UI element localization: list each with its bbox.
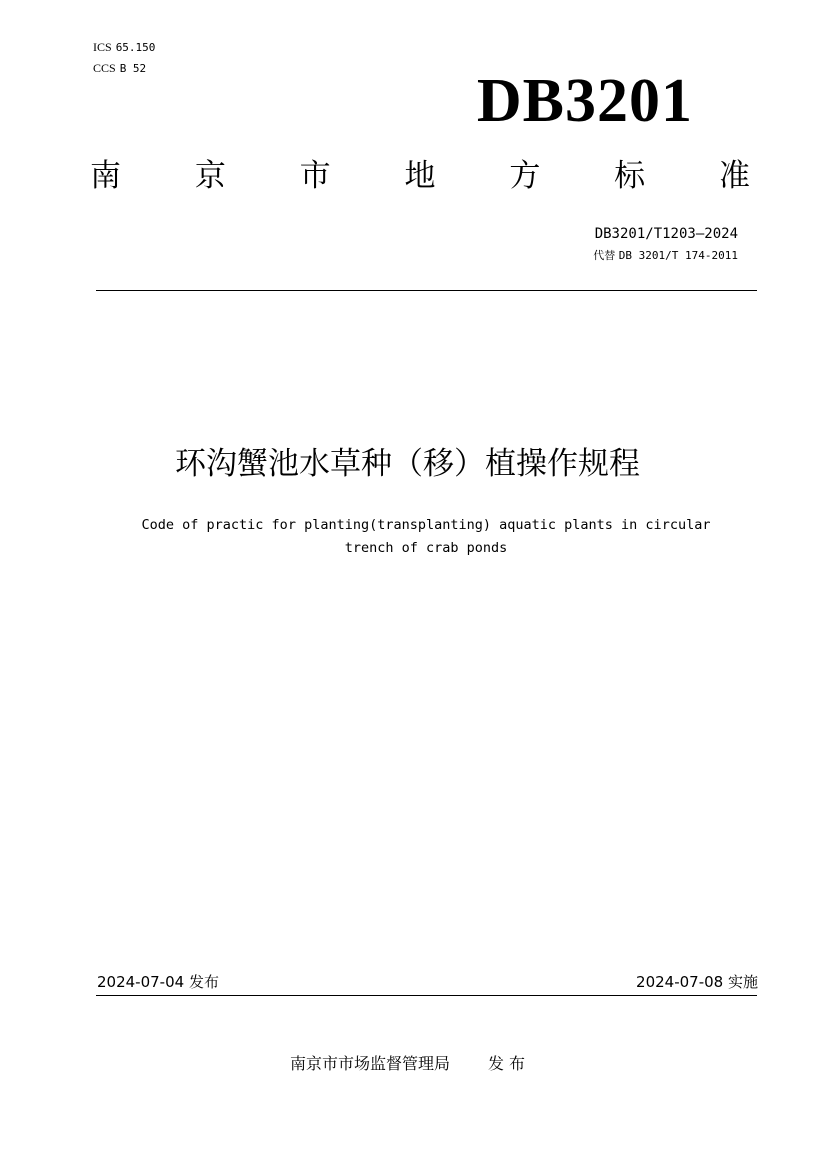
standard-type	[90, 156, 750, 196]
replaces-label: 代替	[593, 249, 616, 262]
publisher	[0, 1053, 815, 1075]
standard-type-char: 准	[718, 158, 750, 194]
standard-number: DB3201/T1203—2024	[594, 226, 738, 242]
implement-date: 2024-07-08 实施	[636, 973, 758, 991]
ccs-label: CCS	[93, 61, 116, 75]
standard-type-char: 京	[194, 158, 226, 194]
standard-type-char: 方	[509, 158, 541, 194]
title-chinese: 环沟蟹池水草种（移）植操作规程	[175, 446, 640, 482]
title-english-line: trench of crab ponds	[344, 540, 508, 556]
title-english	[90, 514, 762, 560]
ccs-line	[93, 61, 146, 76]
ics-label: ICS	[93, 40, 112, 54]
publisher-action: 发 布	[487, 1054, 526, 1073]
issue-date: 2024-07-04 发布	[97, 973, 219, 991]
standard-type-char: 标	[614, 158, 646, 194]
title-english-line: Code of practic for planting(transplanting) aquatic plants in circular	[141, 517, 711, 533]
replaces-code: DB 3201/T 174-2011	[618, 249, 738, 262]
replaces-line	[593, 249, 738, 263]
ics-code: 65.150	[115, 41, 156, 54]
footer-divider	[96, 995, 757, 996]
standard-type-char: 南	[90, 158, 121, 194]
standard-type-char: 地	[404, 158, 436, 194]
ccs-code: B 52	[119, 62, 147, 75]
standard-code-logo: DB3201	[476, 67, 693, 135]
header-divider	[96, 290, 757, 291]
ics-line	[93, 40, 155, 55]
standard-type-char: 市	[299, 158, 331, 194]
publisher-name: 南京市市场监督管理局	[289, 1054, 450, 1073]
